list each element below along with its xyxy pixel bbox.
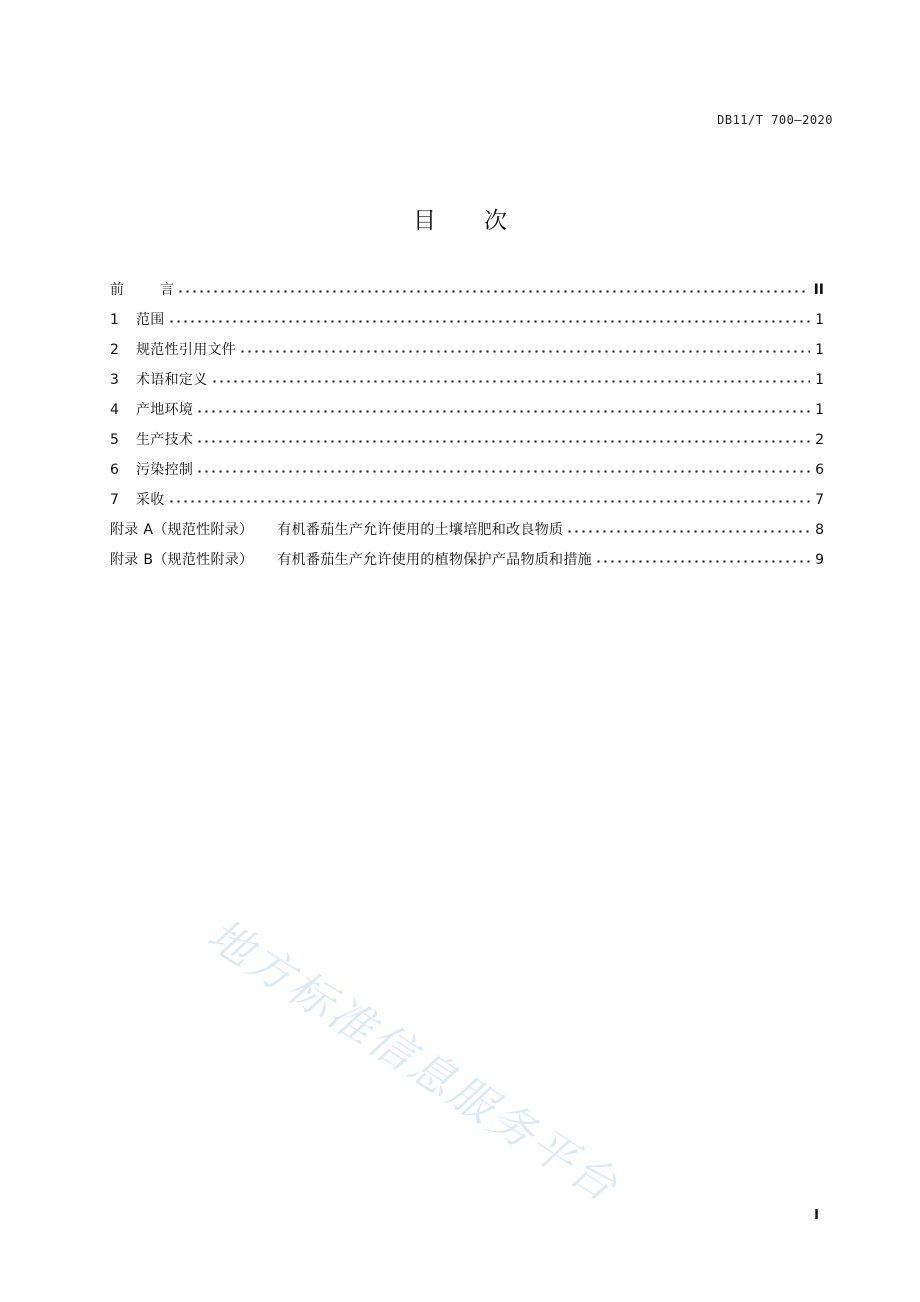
toc-leader-dots: [198, 399, 810, 413]
toc-entry-page: 7: [815, 492, 824, 508]
toc-entry-appendix-title: 有机番茄生产允许使用的植物保护产品物质和措施: [277, 552, 592, 568]
watermark: 地方标准信息服务平台: [198, 909, 629, 1214]
toc-entry-page: 2: [815, 432, 824, 448]
toc-entry-label: 前 言: [110, 282, 174, 298]
toc-leader-dots: [170, 489, 810, 503]
toc-entry-number: 4: [110, 402, 119, 418]
toc-entry-page: 6: [815, 462, 824, 478]
toc-entry-normative-references[interactable]: [110, 338, 824, 368]
toc-title-char: 目: [413, 208, 436, 234]
table-of-contents: [110, 278, 824, 578]
toc-entry-appendix-b[interactable]: [110, 548, 824, 578]
toc-leader-dots: [568, 519, 810, 533]
toc-leader-dots: [597, 549, 810, 563]
toc-entry-terms-definitions[interactable]: [110, 368, 824, 398]
standard-code: DB11/T 700—2020: [717, 113, 833, 127]
toc-entry-number: 5: [110, 432, 119, 448]
page-number: I: [814, 1208, 819, 1223]
toc-entry-number: 3: [110, 372, 119, 388]
toc-entry-production-technology[interactable]: [110, 428, 824, 458]
toc-entry-harvest[interactable]: [110, 488, 824, 518]
toc-entry-label: 采收: [136, 492, 165, 508]
toc-entry-page: II: [813, 282, 824, 298]
toc-entry-label: 生产技术: [136, 432, 194, 448]
toc-entry-label: 术语和定义: [136, 372, 208, 388]
toc-entry-pollution-control[interactable]: [110, 458, 824, 488]
toc-entry-page: 9: [815, 552, 824, 568]
toc-leader-dots: [213, 369, 811, 383]
toc-entry-number: 1: [110, 312, 119, 328]
toc-entry-page: 1: [815, 342, 824, 358]
toc-leader-dots: [198, 459, 810, 473]
toc-entry-label: 污染控制: [136, 462, 194, 478]
toc-title-char: 次: [484, 208, 507, 234]
toc-entry-number: 2: [110, 342, 119, 358]
toc-entry-label: 附录 B（规范性附录）: [110, 552, 254, 568]
toc-entry-appendix-a[interactable]: [110, 518, 824, 548]
toc-entry-production-environment[interactable]: [110, 398, 824, 428]
toc-entry-label: 附录 A（规范性附录）: [110, 522, 254, 538]
toc-leader-dots: [241, 339, 810, 353]
toc-leader-dots: [179, 279, 809, 293]
toc-entry-scope[interactable]: [110, 308, 824, 338]
toc-entry-label: 范围: [136, 312, 165, 328]
toc-entry-page: 1: [815, 312, 824, 328]
toc-entry-appendix-title: 有机番茄生产允许使用的土壤培肥和改良物质: [277, 522, 564, 538]
toc-entry-label: 规范性引用文件: [136, 342, 237, 358]
toc-entry-label: 产地环境: [136, 402, 194, 418]
toc-entry-number: 6: [110, 462, 119, 478]
toc-entry-foreword[interactable]: [110, 278, 824, 308]
toc-title: [0, 202, 920, 235]
toc-entry-page: 1: [815, 402, 824, 418]
toc-leader-dots: [170, 309, 810, 323]
toc-entry-page: 1: [815, 372, 824, 388]
toc-entry-number: 7: [110, 492, 119, 508]
toc-entry-page: 8: [815, 522, 824, 538]
toc-leader-dots: [198, 429, 810, 443]
